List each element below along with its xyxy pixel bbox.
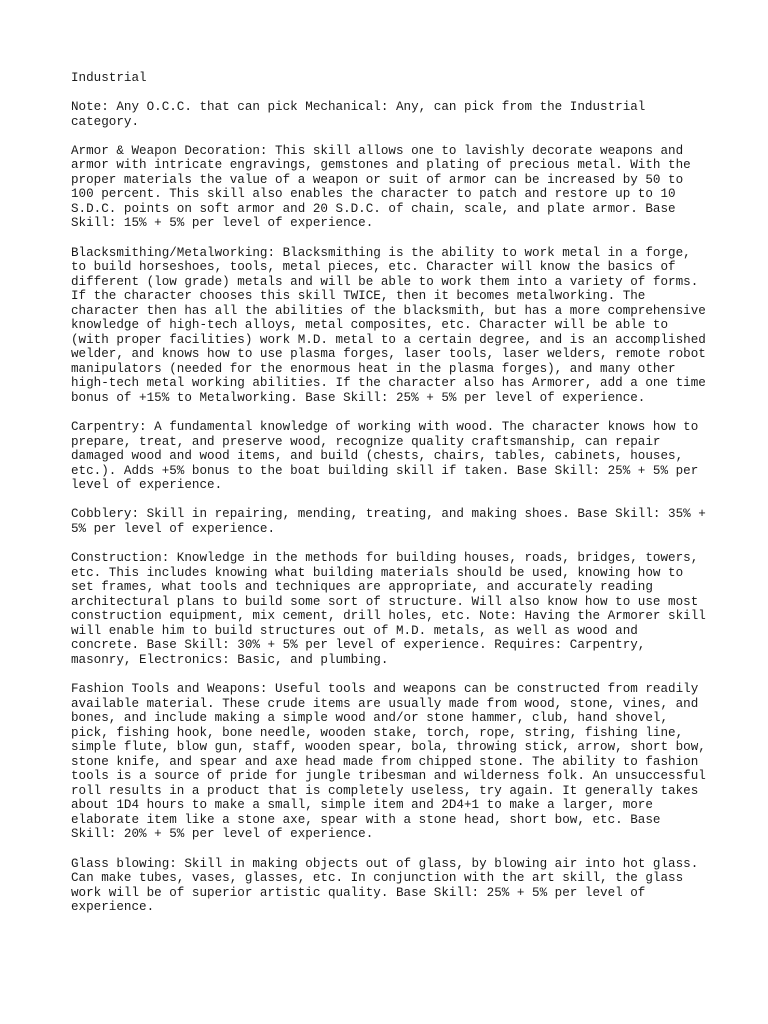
fashion-tools-weapons-paragraph: Fashion Tools and Weapons: Useful tools and weapons can be constructed from readily available material. These crude items are usually made from wood, stone, vines, and bones, and include making a simple wood and/or stone hammer, club, hand shovel, pick, fishing hook, bone needle, wooden stake, torch, rope, string, fishing line, simple flute, blow gun, staff, wooden spear, bola, throwing stick, arrow, short bow, stone knife, and spear and axe head made from chipped stone. The ability to fashion tools is a source of pride for jungle tribesman and wilderness folk. An unsuccessful roll results in a product that is completely useless, try again. It generally takes about 1D4 hours to make a small, simple item and 2D4+1 to make a larger, more elaborate item like a stone axe, spear with a stone head, short bow, etc. Base Skill: 20% + 5% per level of experience.	[71, 681, 706, 842]
document-page	[71, 71, 711, 929]
note-paragraph: Note: Any O.C.C. that can pick Mechanical: Any, can pick from the Industrial category.	[71, 100, 646, 129]
construction-paragraph: Construction: Knowledge in the methods for building houses, roads, bridges, towers, etc. This includes knowing what building materials should be used, knowing how to set frames, what tools and techniques are appropriate, and accurately reading architectural plans to build some sort of structure. Will also know how to use most construction equipment, mix cement, drill holes, etc. Note: Having the Armorer skill will enable him to build structures out of M.D. metals, as well as wood and concrete. Base Skill: 30% + 5% per level of experience. Requires: Carpentry, masonry, Electronics: Basic, and plumbing.	[71, 551, 706, 667]
carpentry-paragraph: Carpentry: A fundamental knowledge of working with wood. The character knows how to prepare, treat, and preserve wood, recognize quality craftsmanship, can repair damaged wood and wood items, and build (chests, chairs, tables, cabinets, houses, etc.). Adds +5% bonus to the boat building skill if taken. Base Skill: 25% + 5% per level of experience.	[71, 420, 699, 493]
document-title: Industrial	[71, 71, 147, 85]
blacksmithing-metalworking-paragraph: Blacksmithing/Metalworking: Blacksmithing is the ability to work metal in a forge, to build horseshoes, tools, metal pieces, etc. Character will know the basics of different (low grade) metals and will be able to work them into a variety of forms. If the character chooses this skill TWICE, then it becomes metalworking. The character then has all the abilities of the blacksmith, but has a more comprehensive knowledge of high-tech alloys, metal composites, etc. Character will be able to (with proper facilities) work M.D. metal to a certain degree, and is an accomplished welder, and knows how to use plasma forges, laser tools, laser welders, remote robot manipulators (needed for the enormous heat in the plasma forges), and many other high-tech metal working abilities. If the character also has Armorer, add a one time bonus of +15% to Metalworking. Base Skill: 25% + 5% per level of experience.	[71, 245, 706, 406]
cobblery-paragraph: Cobblery: Skill in repairing, mending, treating, and making shoes. Base Skill: 35% + 5% per level of experience.	[71, 507, 706, 536]
glass-blowing-paragraph: Glass blowing: Skill in making objects out of glass, by blowing air into hot glass. Can make tubes, vases, glasses, etc. In conjunction with the art skill, the glass work will be of superior artistic quality. Base Skill: 25% + 5% per level of experience.	[71, 856, 699, 915]
armor-weapon-decoration-paragraph: Armor & Weapon Decoration: This skill allows one to lavishly decorate weapons and armor with intricate engravings, gemstones and plating of precious metal. With the proper materials the value of a weapon or suit of armor can be increased by 50 to 100 percent. This skill also enables the character to patch and restore up to 10 S.D.C. points on soft armor and 20 S.D.C. of chain, scale, and plate armor. Base Skill: 15% + 5% per level of experience.	[71, 143, 691, 231]
